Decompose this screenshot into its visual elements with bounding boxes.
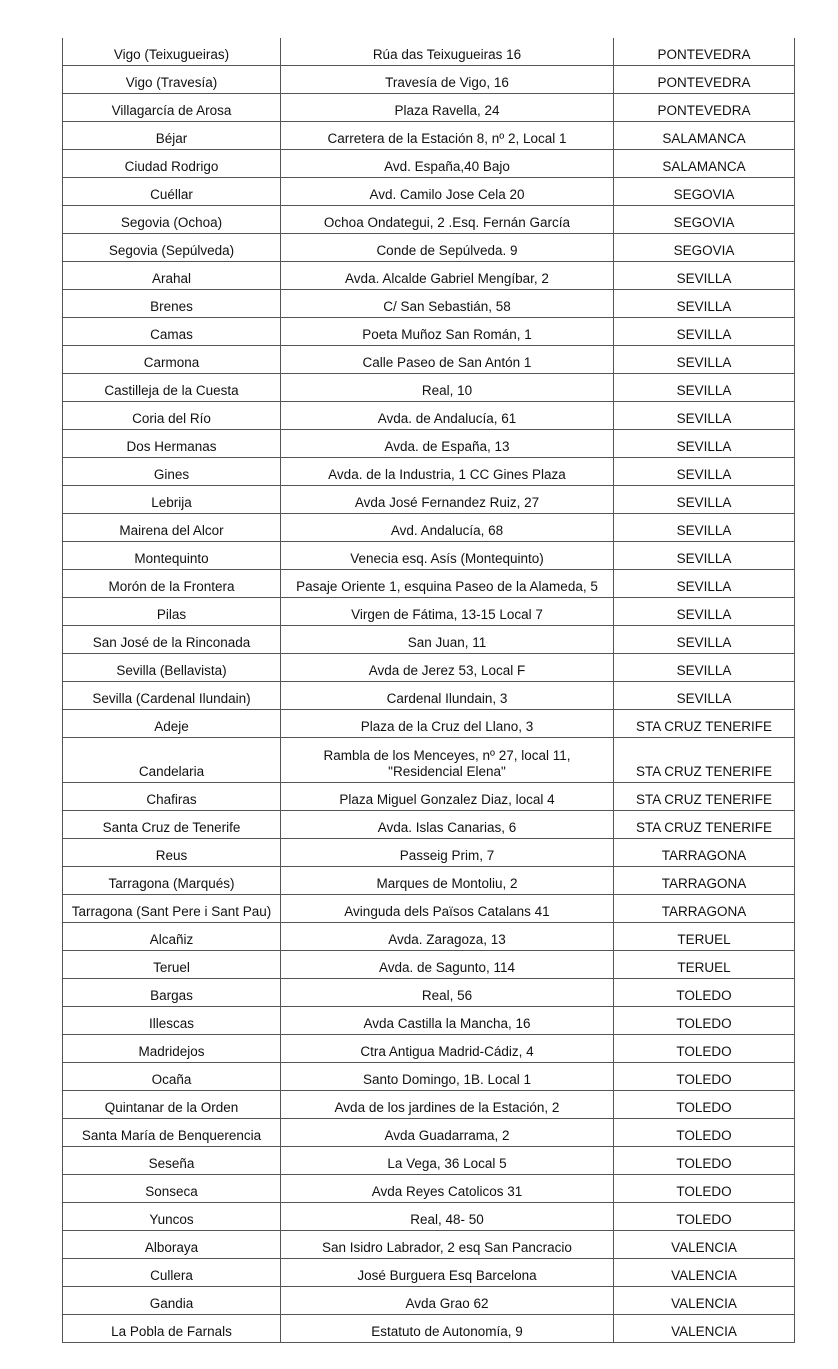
table-row xyxy=(63,374,795,402)
location-name-cell: Bargas xyxy=(63,979,281,1007)
province-cell: TARRAGONA xyxy=(614,839,795,867)
location-name-cell: Candelaria xyxy=(63,738,281,783)
locations-table-wrapper xyxy=(62,38,794,1343)
province-cell: SEVILLA xyxy=(614,262,795,290)
address-cell: Avda. Islas Canarias, 6 xyxy=(281,811,614,839)
address-cell: Real, 48- 50 xyxy=(281,1203,614,1231)
location-name-cell: Segovia (Sepúlveda) xyxy=(63,234,281,262)
province-cell: VALENCIA xyxy=(614,1287,795,1315)
province-cell: SEVILLA xyxy=(614,514,795,542)
address-cell: Plaza de la Cruz del Llano, 3 xyxy=(281,710,614,738)
table-row xyxy=(63,1315,795,1343)
province-cell: SEVILLA xyxy=(614,290,795,318)
location-name-cell: Adeje xyxy=(63,710,281,738)
province-cell: TOLEDO xyxy=(614,1203,795,1231)
location-name-cell: Castilleja de la Cuesta xyxy=(63,374,281,402)
address-cell: Pasaje Oriente 1, esquina Paseo de la Alameda, 5 xyxy=(281,570,614,598)
table-row xyxy=(63,1119,795,1147)
address-line: "Residencial Elena" xyxy=(388,764,506,779)
location-name-cell: Reus xyxy=(63,839,281,867)
address-cell: Marques de Montoliu, 2 xyxy=(281,867,614,895)
location-name-cell: Béjar xyxy=(63,122,281,150)
table-row xyxy=(63,542,795,570)
table-row xyxy=(63,1091,795,1119)
province-cell: PONTEVEDRA xyxy=(614,94,795,122)
table-row xyxy=(63,1147,795,1175)
province-cell: TOLEDO xyxy=(614,1063,795,1091)
province-cell: SEGOVIA xyxy=(614,234,795,262)
table-row xyxy=(63,710,795,738)
table-row xyxy=(63,654,795,682)
location-name-cell: Sonseca xyxy=(63,1175,281,1203)
province-cell: TARRAGONA xyxy=(614,867,795,895)
province-cell: STA CRUZ TENERIFE xyxy=(614,811,795,839)
address-cell: Avinguda dels Països Catalans 41 xyxy=(281,895,614,923)
table-row xyxy=(63,570,795,598)
province-cell: SALAMANCA xyxy=(614,122,795,150)
table-row xyxy=(63,458,795,486)
table-row xyxy=(63,486,795,514)
address-cell: Avd. Andalucía, 68 xyxy=(281,514,614,542)
province-cell: SEVILLA xyxy=(614,570,795,598)
table-row xyxy=(63,682,795,710)
address-cell: Avda Castilla la Mancha, 16 xyxy=(281,1007,614,1035)
address-cell: La Vega, 36 Local 5 xyxy=(281,1147,614,1175)
province-cell: SEGOVIA xyxy=(614,178,795,206)
province-cell: SEGOVIA xyxy=(614,206,795,234)
province-cell: SALAMANCA xyxy=(614,150,795,178)
location-name-cell: Mairena del Alcor xyxy=(63,514,281,542)
location-name-cell: Villagarcía de Arosa xyxy=(63,94,281,122)
address-cell: Santo Domingo, 1B. Local 1 xyxy=(281,1063,614,1091)
address-cell: Ochoa Ondategui, 2 .Esq. Fernán García xyxy=(281,206,614,234)
province-cell: PONTEVEDRA xyxy=(614,66,795,94)
table-row xyxy=(63,1063,795,1091)
table-row xyxy=(63,94,795,122)
location-name-cell: Alboraya xyxy=(63,1231,281,1259)
province-cell: TOLEDO xyxy=(614,1175,795,1203)
province-cell: SEVILLA xyxy=(614,402,795,430)
address-cell: Passeig Prim, 7 xyxy=(281,839,614,867)
location-name-cell: Ocaña xyxy=(63,1063,281,1091)
province-cell: SEVILLA xyxy=(614,542,795,570)
address-cell: Venecia esq. Asís (Montequinto) xyxy=(281,542,614,570)
province-cell: SEVILLA xyxy=(614,430,795,458)
location-name-cell: Vigo (Travesía) xyxy=(63,66,281,94)
location-name-cell: Santa Cruz de Tenerife xyxy=(63,811,281,839)
location-name-cell: San José de la Rinconada xyxy=(63,626,281,654)
province-cell: TOLEDO xyxy=(614,1091,795,1119)
location-name-cell: Carmona xyxy=(63,346,281,374)
address-cell: Avda. de Andalucía, 61 xyxy=(281,402,614,430)
locations-table-body xyxy=(63,38,795,1343)
location-name-cell: Illescas xyxy=(63,1007,281,1035)
address-cell: Calle Paseo de San Antón 1 xyxy=(281,346,614,374)
table-row xyxy=(63,626,795,654)
address-cell: Avda. Zaragoza, 13 xyxy=(281,923,614,951)
table-row xyxy=(63,1035,795,1063)
province-cell: VALENCIA xyxy=(614,1231,795,1259)
address-cell: Plaza Ravella, 24 xyxy=(281,94,614,122)
province-cell: SEVILLA xyxy=(614,318,795,346)
province-cell: SEVILLA xyxy=(614,458,795,486)
address-cell: José Burguera Esq Barcelona xyxy=(281,1259,614,1287)
location-name-cell: Chafiras xyxy=(63,783,281,811)
address-cell: Real, 10 xyxy=(281,374,614,402)
location-name-cell: Santa María de Benquerencia xyxy=(63,1119,281,1147)
location-name-cell: Tarragona (Marqués) xyxy=(63,867,281,895)
address-cell: Poeta Muñoz San Román, 1 xyxy=(281,318,614,346)
table-row xyxy=(63,206,795,234)
address-line: Rambla de los Menceyes, nº 27, local 11, xyxy=(323,748,571,763)
table-row xyxy=(63,150,795,178)
location-name-cell: Montequinto xyxy=(63,542,281,570)
province-cell: VALENCIA xyxy=(614,1315,795,1343)
table-row xyxy=(63,402,795,430)
address-cell: Avda. de España, 13 xyxy=(281,430,614,458)
location-name-cell: Cullera xyxy=(63,1259,281,1287)
province-cell: PONTEVEDRA xyxy=(614,38,795,66)
table-row xyxy=(63,430,795,458)
table-row xyxy=(63,783,795,811)
table-row xyxy=(63,514,795,542)
table-row xyxy=(63,951,795,979)
location-name-cell: Camas xyxy=(63,318,281,346)
table-row xyxy=(63,346,795,374)
location-name-cell: Cuéllar xyxy=(63,178,281,206)
province-cell: STA CRUZ TENERIFE xyxy=(614,738,795,783)
province-cell: SEVILLA xyxy=(614,598,795,626)
address-cell: Avda Grao 62 xyxy=(281,1287,614,1315)
table-row xyxy=(63,979,795,1007)
location-name-cell: Gines xyxy=(63,458,281,486)
address-cell: Virgen de Fátima, 13-15 Local 7 xyxy=(281,598,614,626)
province-cell: TOLEDO xyxy=(614,1007,795,1035)
address-cell: Travesía de Vigo, 16 xyxy=(281,66,614,94)
province-cell: TOLEDO xyxy=(614,1035,795,1063)
province-cell: SEVILLA xyxy=(614,374,795,402)
location-name-cell: Yuncos xyxy=(63,1203,281,1231)
table-row xyxy=(63,38,795,66)
location-name-cell: Alcañiz xyxy=(63,923,281,951)
province-cell: TERUEL xyxy=(614,951,795,979)
address-cell xyxy=(281,738,614,783)
address-cell: Avda Reyes Catolicos 31 xyxy=(281,1175,614,1203)
table-row xyxy=(63,290,795,318)
province-cell: TOLEDO xyxy=(614,1119,795,1147)
address-cell: Avda de Jerez 53, Local F xyxy=(281,654,614,682)
table-row xyxy=(63,262,795,290)
address-cell: Avda de los jardines de la Estación, 2 xyxy=(281,1091,614,1119)
address-cell: Conde de Sepúlveda. 9 xyxy=(281,234,614,262)
location-name-cell: Ciudad Rodrigo xyxy=(63,150,281,178)
province-cell: SEVILLA xyxy=(614,654,795,682)
province-cell: VALENCIA xyxy=(614,1259,795,1287)
address-cell: Carretera de la Estación 8, nº 2, Local 1 xyxy=(281,122,614,150)
address-cell: Cardenal Ilundain, 3 xyxy=(281,682,614,710)
table-row xyxy=(63,1231,795,1259)
location-name-cell: Vigo (Teixugueiras) xyxy=(63,38,281,66)
location-name-cell: Segovia (Ochoa) xyxy=(63,206,281,234)
table-row xyxy=(63,234,795,262)
location-name-cell: Gandia xyxy=(63,1287,281,1315)
address-cell: Avda José Fernandez Ruiz, 27 xyxy=(281,486,614,514)
location-name-cell: Brenes xyxy=(63,290,281,318)
location-name-cell: La Pobla de Farnals xyxy=(63,1315,281,1343)
table-row xyxy=(63,178,795,206)
province-cell: STA CRUZ TENERIFE xyxy=(614,783,795,811)
address-cell: Avd. España,40 Bajo xyxy=(281,150,614,178)
address-cell: Avd. Camilo Jose Cela 20 xyxy=(281,178,614,206)
location-name-cell: Morón de la Frontera xyxy=(63,570,281,598)
province-cell: TARRAGONA xyxy=(614,895,795,923)
location-name-cell: Tarragona (Sant Pere i Sant Pau) xyxy=(63,895,281,923)
province-cell: STA CRUZ TENERIFE xyxy=(614,710,795,738)
province-cell: TOLEDO xyxy=(614,1147,795,1175)
location-name-cell: Coria del Río xyxy=(63,402,281,430)
location-name-cell: Dos Hermanas xyxy=(63,430,281,458)
address-cell: Real, 56 xyxy=(281,979,614,1007)
locations-table xyxy=(62,38,795,1343)
table-row xyxy=(63,1287,795,1315)
table-row xyxy=(63,895,795,923)
table-row xyxy=(63,923,795,951)
address-cell: Avda. de la Industria, 1 CC Gines Plaza xyxy=(281,458,614,486)
table-row xyxy=(63,598,795,626)
table-row xyxy=(63,867,795,895)
table-row xyxy=(63,738,795,783)
province-cell: SEVILLA xyxy=(614,346,795,374)
location-name-cell: Sevilla (Bellavista) xyxy=(63,654,281,682)
province-cell: TERUEL xyxy=(614,923,795,951)
location-name-cell: Seseña xyxy=(63,1147,281,1175)
table-row xyxy=(63,318,795,346)
location-name-cell: Quintanar de la Orden xyxy=(63,1091,281,1119)
province-cell: SEVILLA xyxy=(614,626,795,654)
address-cell: Avda Guadarrama, 2 xyxy=(281,1119,614,1147)
location-name-cell: Teruel xyxy=(63,951,281,979)
address-cell: Ctra Antigua Madrid-Cádiz, 4 xyxy=(281,1035,614,1063)
address-cell: Plaza Miguel Gonzalez Diaz, local 4 xyxy=(281,783,614,811)
address-cell: C/ San Sebastián, 58 xyxy=(281,290,614,318)
province-cell: TOLEDO xyxy=(614,979,795,1007)
table-row xyxy=(63,66,795,94)
table-row xyxy=(63,811,795,839)
table-row xyxy=(63,1259,795,1287)
location-name-cell: Lebrija xyxy=(63,486,281,514)
table-row xyxy=(63,1203,795,1231)
location-name-cell: Pilas xyxy=(63,598,281,626)
address-cell: Avda. de Sagunto, 114 xyxy=(281,951,614,979)
table-row xyxy=(63,1007,795,1035)
address-cell: Avda. Alcalde Gabriel Mengíbar, 2 xyxy=(281,262,614,290)
table-row xyxy=(63,122,795,150)
address-cell: San Isidro Labrador, 2 esq San Pancracio xyxy=(281,1231,614,1259)
province-cell: SEVILLA xyxy=(614,682,795,710)
location-name-cell: Madridejos xyxy=(63,1035,281,1063)
address-cell: Rúa das Teixugueiras 16 xyxy=(281,38,614,66)
province-cell: SEVILLA xyxy=(614,486,795,514)
address-cell: San Juan, 11 xyxy=(281,626,614,654)
table-row xyxy=(63,839,795,867)
location-name-cell: Arahal xyxy=(63,262,281,290)
location-name-cell: Sevilla (Cardenal Ilundain) xyxy=(63,682,281,710)
table-row xyxy=(63,1175,795,1203)
address-cell: Estatuto de Autonomía, 9 xyxy=(281,1315,614,1343)
